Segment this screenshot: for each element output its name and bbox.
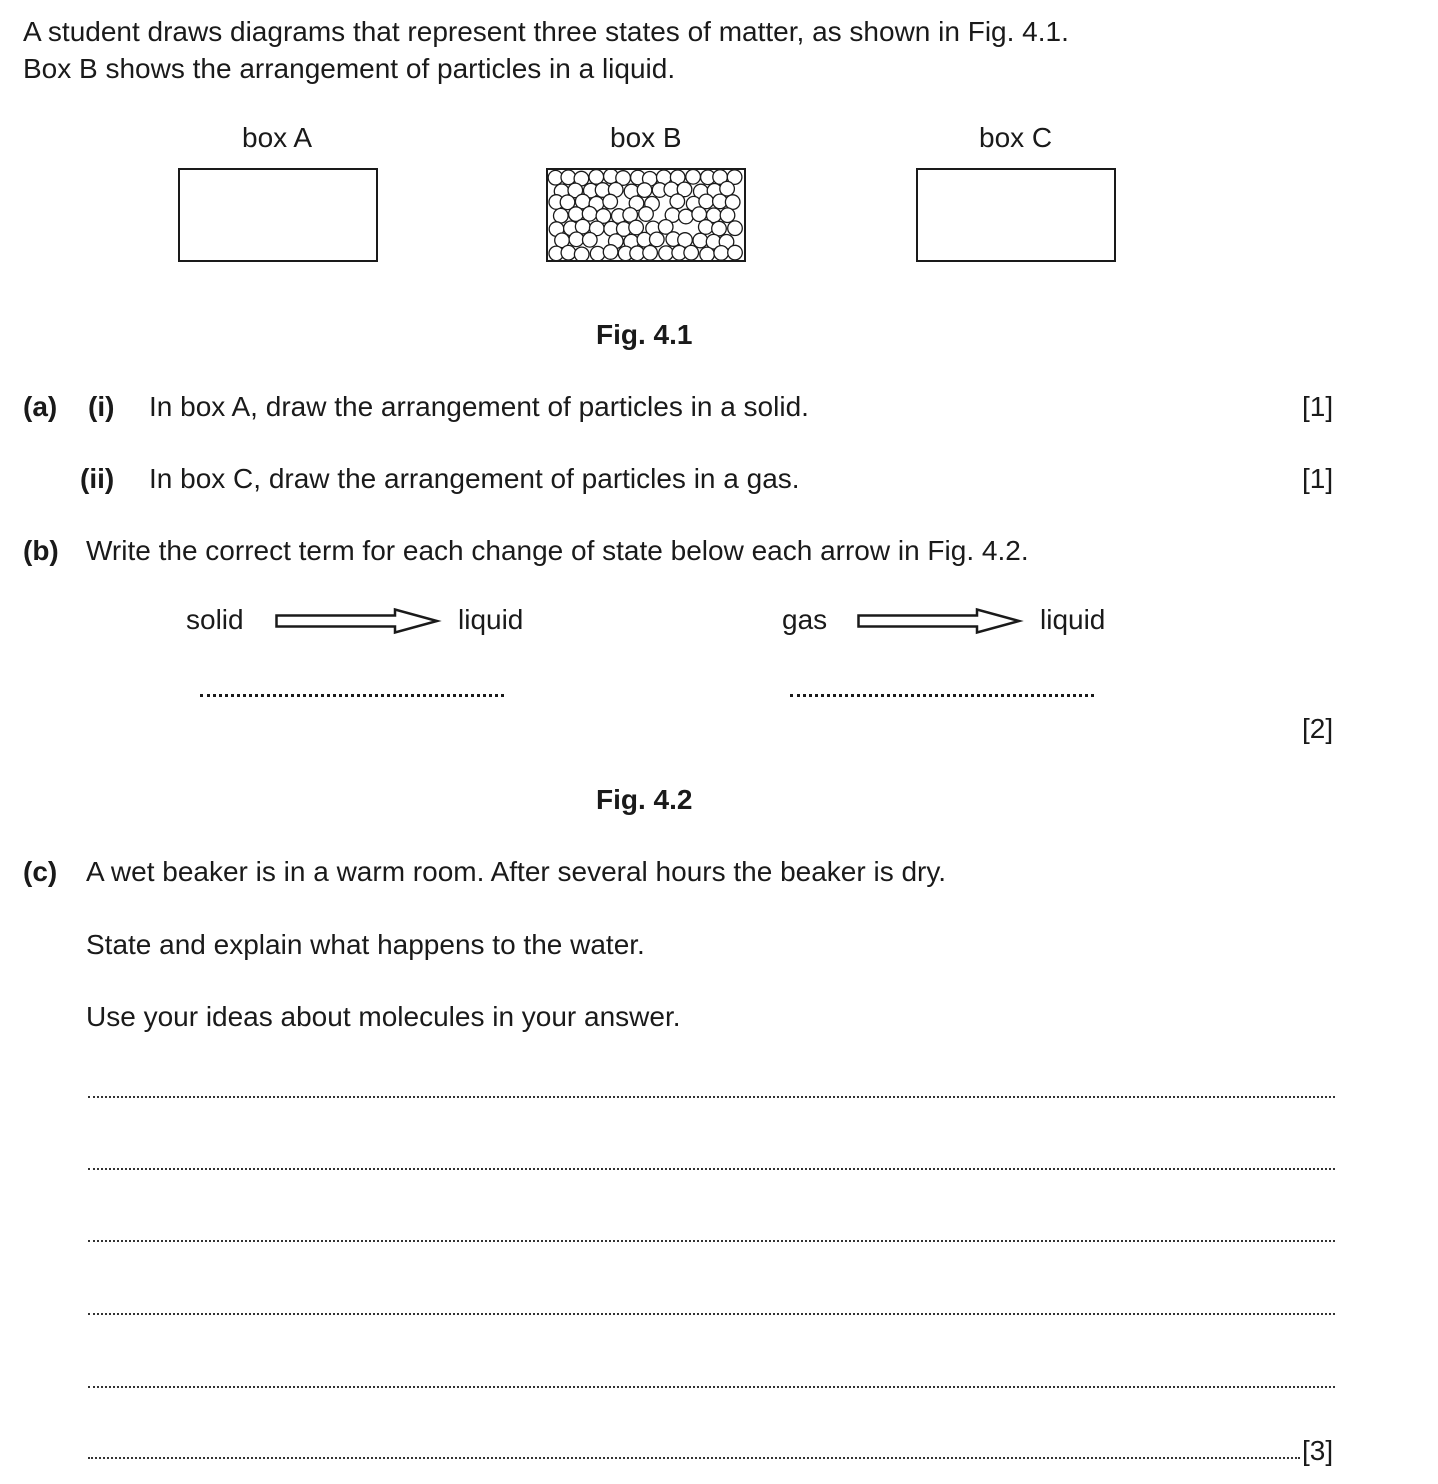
particle xyxy=(659,246,674,261)
particle xyxy=(643,246,658,261)
answer-line-change1[interactable] xyxy=(200,694,504,697)
box-c[interactable] xyxy=(916,168,1116,262)
particle xyxy=(700,247,715,262)
fig-4-2-caption: Fig. 4.2 xyxy=(596,784,693,815)
change1-arrow xyxy=(275,608,440,634)
particle xyxy=(554,208,569,223)
answer-line[interactable] xyxy=(88,1313,1335,1315)
particle xyxy=(714,246,729,261)
part-a-i-text: In box A, draw the arrangement of particles in a solid. xyxy=(149,391,809,422)
liquid-particles xyxy=(548,170,744,260)
answer-line[interactable] xyxy=(88,1168,1335,1170)
answer-line[interactable] xyxy=(88,1240,1335,1242)
particle xyxy=(725,195,740,210)
particle xyxy=(684,245,699,260)
particle xyxy=(639,207,654,222)
change2-to: liquid xyxy=(1040,604,1106,635)
box-b-label: box B xyxy=(610,122,682,153)
intro-line-1: A student draws diagrams that represent three states of matter, as shown in Fig. 4.1. xyxy=(23,16,1069,47)
particle xyxy=(728,245,743,260)
particle xyxy=(561,245,576,260)
part-b-marks: [2] xyxy=(1302,713,1334,744)
fig-4-1-caption: Fig. 4.1 xyxy=(596,319,693,350)
particle xyxy=(561,170,576,185)
box-c-label: box C xyxy=(979,122,1053,153)
intro-line-2: Box B shows the arrangement of particles in a liquid. xyxy=(23,53,676,84)
part-c-line-2: State and explain what happens to the water. xyxy=(86,929,645,960)
particle xyxy=(589,170,604,185)
change1-to: liquid xyxy=(458,604,524,635)
part-b-text: Write the correct term for each change of state below each arrow in Fig. 4.2. xyxy=(86,535,1029,566)
box-a[interactable] xyxy=(178,168,378,262)
particle xyxy=(603,245,618,260)
particle xyxy=(693,233,708,248)
part-a-i-marks: [1] xyxy=(1302,391,1334,422)
box-b xyxy=(546,168,746,262)
particle xyxy=(686,170,701,185)
particle xyxy=(574,247,589,262)
box-a-label: box A xyxy=(242,122,313,153)
particle xyxy=(728,221,743,236)
answer-line[interactable] xyxy=(88,1386,1335,1388)
particle xyxy=(590,246,605,261)
answer-line[interactable] xyxy=(88,1457,1300,1459)
part-a-label: (a) xyxy=(23,391,58,422)
particle xyxy=(650,232,665,247)
change2-arrow xyxy=(857,608,1022,634)
part-c-line-3: Use your ideas about molecules in your answer. xyxy=(86,1001,681,1032)
particle xyxy=(569,232,584,247)
part-a-ii-marks: [1] xyxy=(1302,463,1334,494)
answer-line-change2[interactable] xyxy=(790,694,1094,697)
change2-from: gas xyxy=(782,604,828,635)
particle xyxy=(679,209,694,224)
change1-from: solid xyxy=(186,604,244,635)
particle xyxy=(720,208,735,223)
part-c-label: (c) xyxy=(23,856,58,887)
part-a-ii-label: (ii) xyxy=(80,463,115,494)
particle xyxy=(670,194,685,209)
particle xyxy=(699,220,714,235)
part-c-marks: [3] xyxy=(1302,1435,1334,1466)
particle xyxy=(583,233,598,248)
answer-line[interactable] xyxy=(88,1096,1335,1098)
part-b-label: (b) xyxy=(23,535,59,566)
part-c-line-1: A wet beaker is in a warm room. After several hours the beaker is dry. xyxy=(86,856,947,887)
part-a-ii-text: In box C, draw the arrangement of particles in a gas. xyxy=(149,463,800,494)
particle xyxy=(637,183,652,198)
part-a-i-label: (i) xyxy=(88,391,115,422)
particle xyxy=(712,221,727,236)
particle xyxy=(603,194,618,209)
